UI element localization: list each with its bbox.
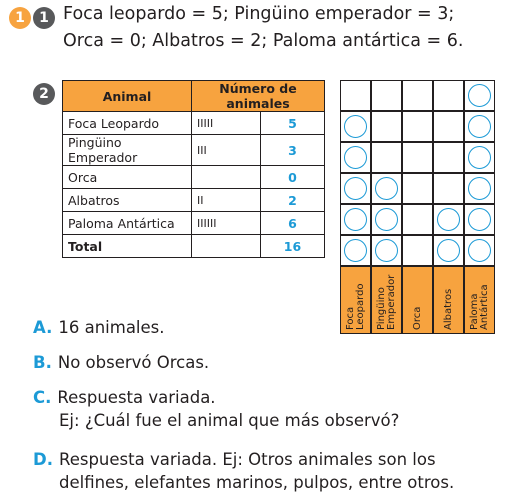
answer-letter: C.	[33, 388, 52, 407]
cell-count: 3	[261, 135, 325, 166]
activity-badge-orange: 1	[9, 7, 31, 29]
pictograph-cell	[433, 173, 464, 204]
pictograph-cell	[371, 173, 402, 204]
circle-symbol-icon	[344, 177, 367, 200]
circle-symbol-icon	[375, 177, 398, 200]
circle-symbol-icon	[375, 239, 398, 262]
pictograph-cell	[340, 204, 371, 235]
table-row	[63, 135, 325, 166]
pictograph-cell	[340, 80, 371, 111]
pictograph-cell	[464, 173, 495, 204]
pictograph-cell	[402, 173, 433, 204]
pictograph-cell	[402, 80, 433, 111]
table-row	[63, 166, 325, 189]
circle-symbol-icon	[344, 208, 367, 231]
cell-tally: II	[192, 189, 261, 212]
pictograph-cell	[433, 235, 464, 266]
pictograph-label-text: Orca	[411, 306, 423, 330]
pictograph-label-text: Paloma Antártica	[468, 284, 490, 330]
answer-letter: D.	[33, 450, 53, 469]
item-badge-2: 2	[33, 83, 55, 105]
pictograph-column-label	[371, 266, 402, 334]
answer-a	[33, 318, 165, 337]
circle-symbol-icon	[344, 146, 367, 169]
pictograph-cell	[402, 204, 433, 235]
answer-line-1: Foca leopardo = 5; Pingüino emperador = 3;	[63, 4, 455, 24]
cell-total-label: Total	[63, 235, 192, 258]
circle-symbol-icon	[437, 239, 460, 262]
pictograph-column-label	[433, 266, 464, 334]
table-total-row	[63, 235, 325, 258]
answer-text: No observó Orcas.	[57, 353, 210, 372]
header-count: Número de animales	[192, 81, 325, 112]
circle-symbol-icon	[437, 208, 460, 231]
cell-count: 0	[261, 166, 325, 189]
pictograph-cell	[371, 111, 402, 142]
cell-count: 2	[261, 189, 325, 212]
circle-symbol-icon	[468, 239, 491, 262]
cell-count: 6	[261, 212, 325, 235]
pictograph-label-text: Foca Leopardo	[344, 283, 366, 330]
answer-b	[33, 353, 209, 372]
pictograph-cell	[340, 235, 371, 266]
circle-symbol-icon	[344, 239, 367, 262]
cell-animal: Paloma Antártica	[63, 212, 192, 235]
cell-tally	[192, 166, 261, 189]
item-badge-1: 1	[33, 7, 55, 29]
pictograph-cell	[464, 142, 495, 173]
table-row	[63, 189, 325, 212]
pictograph-cell	[464, 111, 495, 142]
circle-symbol-icon	[375, 208, 398, 231]
answer-letter: A.	[33, 318, 53, 337]
pictograph-label-text: Albatros	[442, 288, 454, 330]
pictograph-cell	[340, 142, 371, 173]
answer-text-continued: delfines, elefantes marinos, pulpos, entre otros.	[59, 473, 455, 492]
pictograph-cell	[433, 111, 464, 142]
table-row	[63, 112, 325, 135]
circle-symbol-icon	[468, 115, 491, 138]
pictograph-cell	[464, 235, 495, 266]
pictograph-column-label	[464, 266, 495, 334]
answer-text: 16 animales.	[58, 318, 165, 337]
cell-tally: IIIIII	[192, 212, 261, 235]
pictograph-cell	[371, 235, 402, 266]
table-row	[63, 212, 325, 235]
pictograph-cell	[433, 142, 464, 173]
pictograph-cell	[402, 142, 433, 173]
answer-c	[33, 388, 399, 430]
pictograph-cell	[340, 173, 371, 204]
circle-symbol-icon	[468, 146, 491, 169]
cell-total-count: 16	[261, 235, 325, 258]
cell-tally	[192, 235, 261, 258]
pictograph-cell	[464, 80, 495, 111]
cell-count: 5	[261, 112, 325, 135]
pictograph-cell	[340, 111, 371, 142]
cell-tally: III	[192, 135, 261, 166]
answer-line-2: Orca = 0; Albatros = 2; Paloma antártica = 6.	[63, 31, 464, 51]
table-header-row	[63, 81, 325, 112]
circle-symbol-icon	[468, 208, 491, 231]
cell-animal: Albatros	[63, 189, 192, 212]
header-animal: Animal	[63, 81, 192, 112]
circle-symbol-icon	[468, 177, 491, 200]
pictograph-label-text: Pingüino Emperador	[375, 274, 397, 330]
pictograph-cell	[402, 111, 433, 142]
answer-d	[33, 450, 454, 492]
pictograph-cell	[402, 235, 433, 266]
circle-symbol-icon	[468, 84, 491, 107]
pictograph-cell	[433, 204, 464, 235]
frequency-table	[62, 80, 325, 258]
cell-animal: Orca	[63, 166, 192, 189]
pictograph-column-label	[402, 266, 433, 334]
cell-animal: Pingüino Emperador	[63, 135, 192, 166]
answer-text-continued: Ej: ¿Cuál fue el animal que más observó?	[59, 411, 400, 430]
pictograph-cell	[464, 204, 495, 235]
pictograph-cell	[371, 80, 402, 111]
pictograph-column-label	[340, 266, 371, 334]
pictograph-cell	[433, 80, 464, 111]
answer-letter: B.	[33, 353, 52, 372]
cell-tally: IIIII	[192, 112, 261, 135]
cell-animal: Foca Leopardo	[63, 112, 192, 135]
pictograph-cell	[371, 204, 402, 235]
pictograph-cell	[371, 142, 402, 173]
answer-text: Respuesta variada. Ej: Otros animales son los	[58, 450, 436, 469]
answer-text: Respuesta variada.	[57, 388, 216, 407]
circle-symbol-icon	[344, 115, 367, 138]
